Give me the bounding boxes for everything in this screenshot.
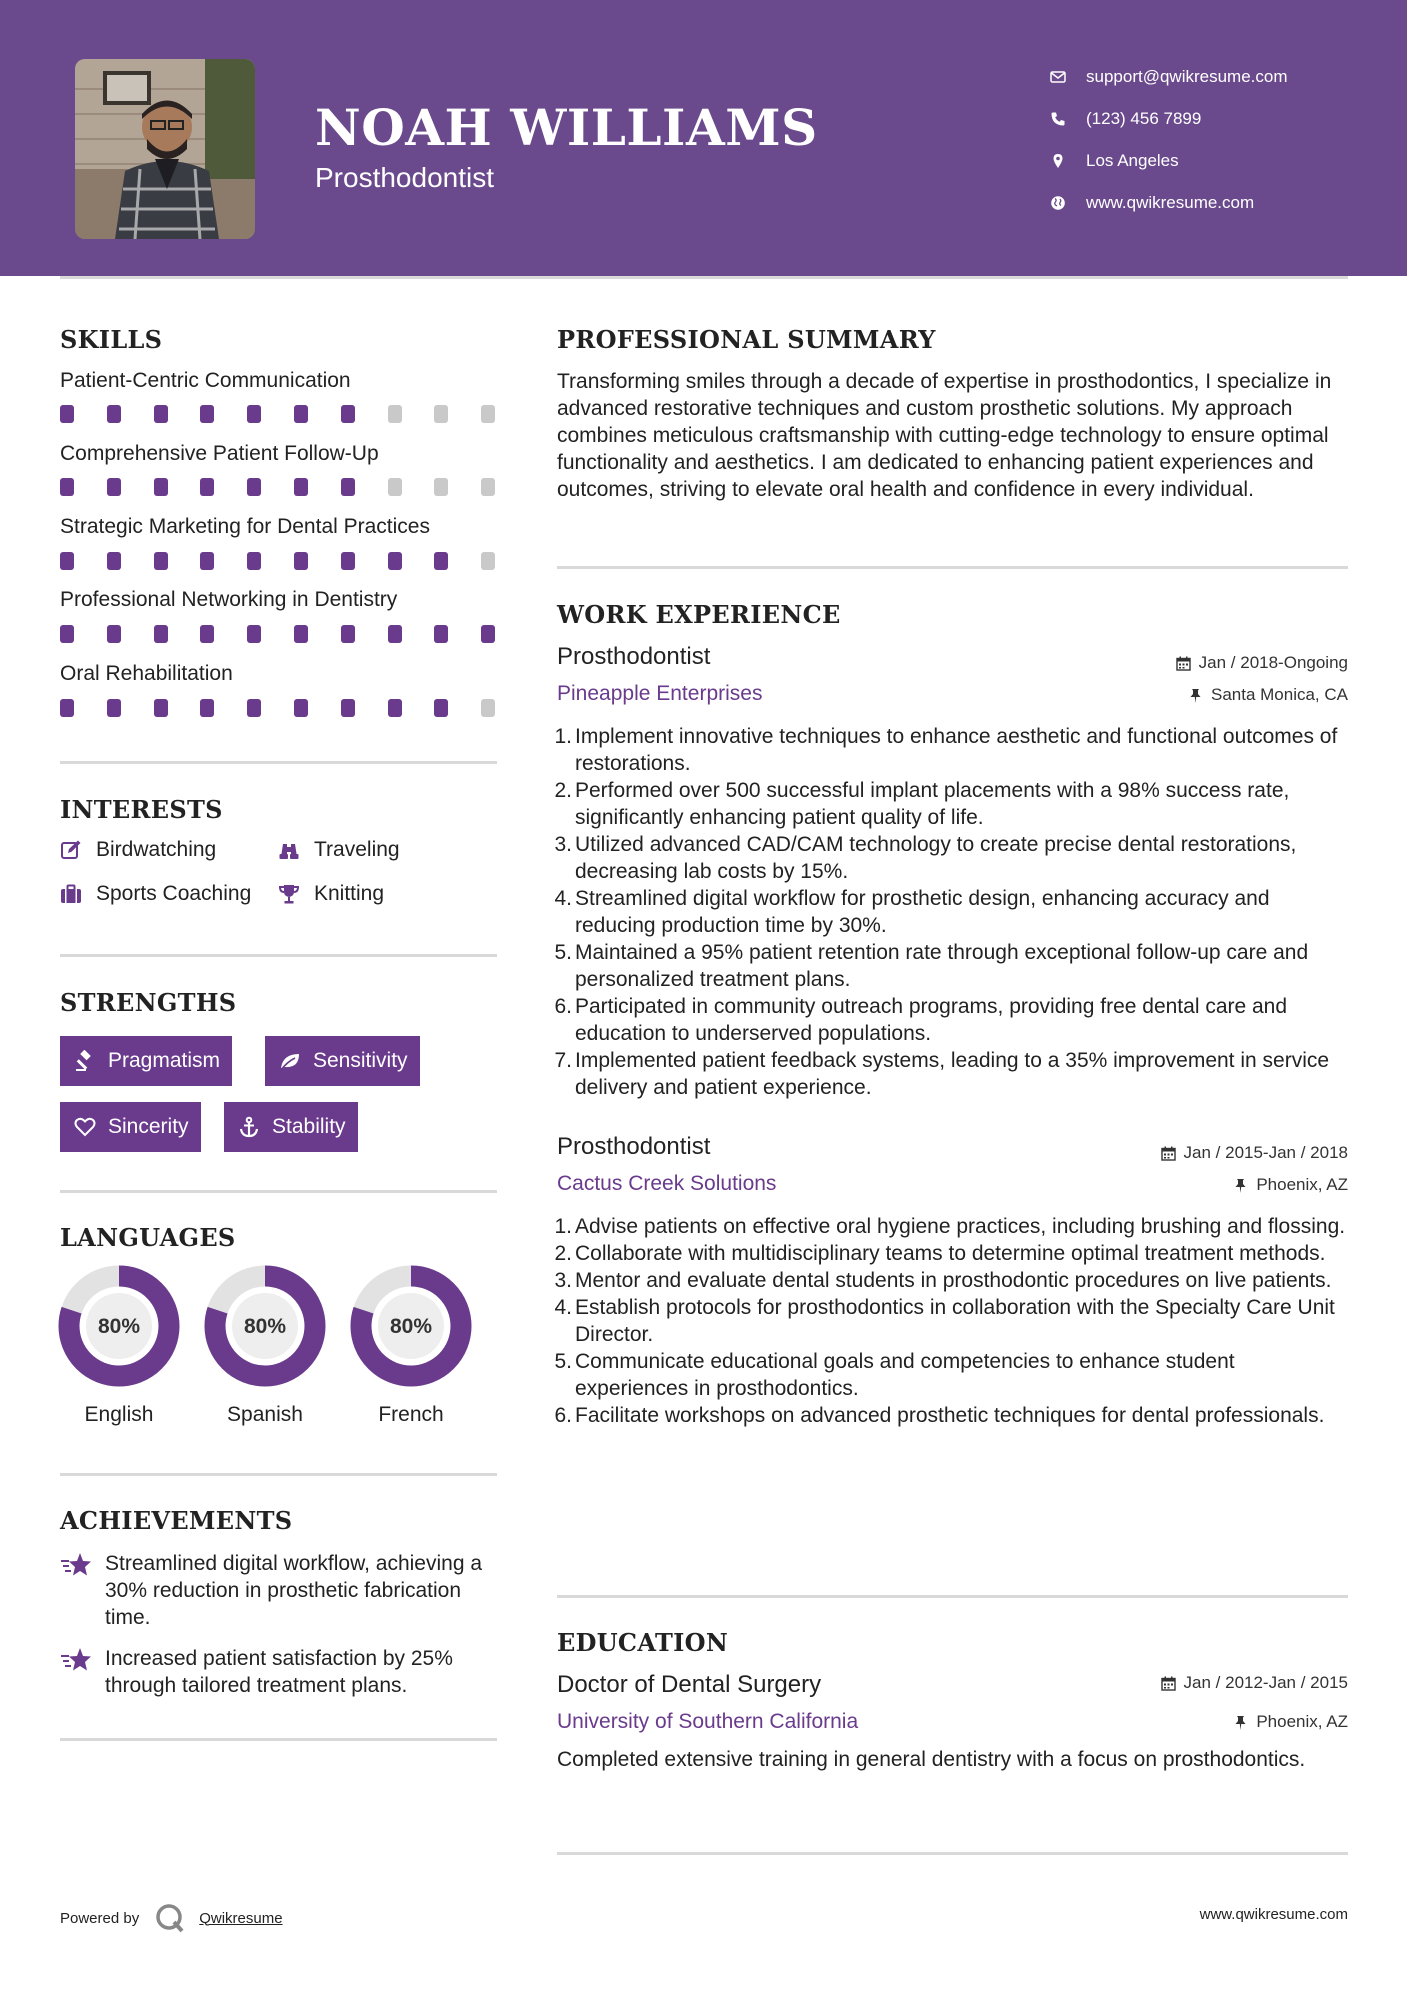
- section-divider: [60, 1190, 497, 1193]
- skill-dot-empty: [388, 478, 402, 496]
- skill-dot-filled: [294, 552, 308, 570]
- contact-website[interactable]: [1050, 182, 1288, 224]
- skill-dot-filled: [107, 699, 121, 717]
- strength-badge: [60, 1102, 201, 1152]
- job-location-text: Santa Monica, CA: [1210, 685, 1348, 704]
- skill-rating: [60, 625, 497, 643]
- skill-rating: [60, 552, 497, 570]
- skill-dot-filled: [200, 552, 214, 570]
- pushpin-icon: [1233, 1715, 1248, 1730]
- globe-icon: [1050, 195, 1066, 211]
- skill-dot-empty: [481, 478, 495, 496]
- education-location-text: Phoenix, AZ: [1256, 1712, 1348, 1731]
- strength-label: Pragmatism: [108, 1049, 221, 1072]
- skill-rating: [60, 699, 497, 717]
- skill-dot-filled: [294, 699, 308, 717]
- profile-photo: [75, 59, 255, 239]
- skill-dot-filled: [107, 405, 121, 423]
- powered-by-brand-link[interactable]: Qwikresume: [199, 1909, 283, 1927]
- star-icon: [60, 1552, 92, 1578]
- skill-dot-filled: [294, 478, 308, 496]
- job-bullet: 2. Performed over 500 successful implant placements with a 98% success rate, significantly enhancing patient quality of life.: [554, 779, 1290, 829]
- skill-dot-filled: [434, 625, 448, 643]
- gavel-icon: [74, 1050, 96, 1072]
- strength-label: Sensitivity: [313, 1049, 408, 1072]
- job-bullet: 6. Participated in community outreach programs, providing free dental care and education to underserved populations.: [554, 995, 1288, 1045]
- interest-label: Traveling: [314, 838, 400, 861]
- suitcase-icon: [60, 883, 82, 905]
- job-bullet: 7. Implemented patient feedback systems, leading to a 35% improvement in service delivery and patient experience.: [554, 1049, 1330, 1099]
- binoculars-icon: [278, 839, 300, 861]
- education-dates-text: Jan / 2012-Jan / 2015: [1183, 1673, 1348, 1692]
- experience-heading: WORK EXPERIENCE: [557, 600, 841, 629]
- education-degree: Doctor of Dental Surgery: [557, 1671, 822, 1698]
- job-location-text: Phoenix, AZ: [1256, 1175, 1348, 1194]
- job-bullet: 1. Advise patients on effective oral hygiene practices, including brushing and flossing.: [554, 1215, 1346, 1238]
- summary-heading: PROFESSIONAL SUMMARY: [557, 325, 936, 354]
- anchor-icon: [238, 1116, 260, 1138]
- contact-location: [1050, 140, 1288, 182]
- skill-dot-filled: [247, 552, 261, 570]
- skill-dot-filled: [294, 405, 308, 423]
- job-bullet: 4. Establish protocols for prosthodontics in collaboration with the Specialty Care Unit Director.: [554, 1296, 1335, 1346]
- calendar-icon: [1176, 656, 1191, 671]
- language-item: [204, 1265, 326, 1427]
- achievement-item: [60, 1550, 500, 1631]
- job-bullet: 2. Collaborate with multidisciplinary teams to determine optimal treatment methods.: [554, 1242, 1326, 1265]
- footer-website-link[interactable]: www.qwikresume.com: [1199, 1906, 1348, 1923]
- language-item: [350, 1265, 472, 1427]
- job-dates-text: Jan / 2018-Ongoing: [1198, 653, 1348, 672]
- contact-email-text: support@qwikresume.com: [1086, 67, 1288, 86]
- language-percent: 80%: [243, 1315, 287, 1338]
- skill-dot-filled: [247, 405, 261, 423]
- job-title: Prosthodontist: [557, 643, 711, 670]
- skill-dot-filled: [388, 552, 402, 570]
- contact-location-text: Los Angeles: [1086, 151, 1179, 170]
- contact-website-text: www.qwikresume.com: [1086, 193, 1255, 212]
- education-location: [1233, 1712, 1348, 1732]
- skill-dot-empty: [388, 405, 402, 423]
- qwikresume-logo-icon: [155, 1903, 185, 1933]
- map-pin-icon: [1050, 153, 1066, 169]
- interest-label: Birdwatching: [96, 838, 217, 861]
- achievements-heading: ACHIEVEMENTS: [60, 1506, 293, 1535]
- skill-dot-filled: [154, 552, 168, 570]
- job-dates: [1176, 653, 1348, 673]
- contact-phone[interactable]: [1050, 98, 1288, 140]
- contact-list: [1050, 56, 1288, 224]
- envelope-icon: [1050, 69, 1066, 85]
- skill-dot-filled: [434, 552, 448, 570]
- skill-dot-filled: [200, 405, 214, 423]
- skill-dot-filled: [388, 625, 402, 643]
- skill-dot-filled: [60, 699, 74, 717]
- language-ring: [350, 1265, 472, 1387]
- skill-dot-filled: [247, 625, 261, 643]
- interest-label: Knitting: [314, 882, 385, 905]
- contact-email[interactable]: [1050, 56, 1288, 98]
- contact-phone-text: (123) 456 7899: [1086, 109, 1202, 128]
- job-company: Cactus Creek Solutions: [557, 1172, 777, 1195]
- calendar-icon: [1161, 1146, 1176, 1161]
- job-location: [1233, 1175, 1348, 1195]
- skill-dot-empty: [481, 405, 495, 423]
- section-divider: [557, 1852, 1348, 1855]
- skill-dot-filled: [107, 478, 121, 496]
- skill-rating: [60, 405, 497, 423]
- interest-item: [278, 838, 400, 862]
- section-divider: [60, 1473, 497, 1476]
- section-divider: [557, 566, 1348, 569]
- skill-dot-filled: [434, 699, 448, 717]
- strength-badge: [224, 1102, 358, 1152]
- skill-dot-filled: [60, 478, 74, 496]
- education-school: University of Southern California: [557, 1710, 859, 1733]
- job-bullet: 3. Utilized advanced CAD/CAM technology to create precise dental restorations, decreasing lab costs by 15%.: [554, 833, 1297, 883]
- job-bullet: 3. Mentor and evaluate dental students in prosthodontic procedures on live patients.: [554, 1269, 1332, 1292]
- skill-name: Professional Networking in Dentistry: [60, 588, 398, 611]
- education-description: Completed extensive training in general dentistry with a focus on prosthodontics.: [557, 1748, 1306, 1771]
- skill-dot-filled: [60, 405, 74, 423]
- language-ring: [204, 1265, 326, 1387]
- skill-dot-empty: [434, 405, 448, 423]
- skill-dot-empty: [434, 478, 448, 496]
- star-icon: [60, 1647, 92, 1673]
- heart-icon: [74, 1116, 96, 1138]
- skill-dot-filled: [60, 552, 74, 570]
- skill-dot-empty: [481, 552, 495, 570]
- skill-dot-filled: [341, 478, 355, 496]
- pushpin-icon: [1233, 1178, 1248, 1193]
- language-item: [58, 1265, 180, 1427]
- leaf-icon: [279, 1050, 301, 1072]
- job-dates: [1161, 1143, 1348, 1163]
- skill-dot-filled: [341, 699, 355, 717]
- skill-dot-filled: [107, 552, 121, 570]
- job-location: [1188, 685, 1348, 705]
- skill-rating: [60, 478, 497, 496]
- skill-dot-filled: [341, 405, 355, 423]
- skill-dot-filled: [154, 699, 168, 717]
- skill-dot-filled: [247, 699, 261, 717]
- job-bullet: 5. Communicate educational goals and competencies to enhance student experiences in prosthodontics.: [554, 1350, 1235, 1400]
- section-divider: [557, 1595, 1348, 1598]
- skill-name: Patient-Centric Communication: [60, 369, 351, 392]
- calendar-icon: [1161, 1676, 1176, 1691]
- language-name: Spanish: [227, 1403, 303, 1426]
- language-percent: 80%: [97, 1315, 141, 1338]
- skill-dot-filled: [200, 625, 214, 643]
- achievement-text: Streamlined digital workflow, achieving a 30% reduction in prosthetic fabrication time.: [105, 1552, 483, 1629]
- achievement-item: [60, 1645, 500, 1699]
- skill-dot-filled: [200, 699, 214, 717]
- candidate-title: Prosthodontist: [315, 162, 494, 193]
- edit-icon: [60, 839, 82, 861]
- strength-label: Sincerity: [108, 1115, 189, 1138]
- profile-photo-image: [75, 59, 255, 239]
- powered-by: [60, 1903, 283, 1933]
- skill-name: Comprehensive Patient Follow-Up: [60, 442, 379, 465]
- section-divider: [60, 954, 497, 957]
- skill-dot-filled: [60, 625, 74, 643]
- job-bullet: 1. Implement innovative techniques to enhance aesthetic and functional outcomes of restorations.: [554, 725, 1338, 775]
- education-heading: EDUCATION: [557, 1628, 729, 1657]
- job-dates-text: Jan / 2015-Jan / 2018: [1183, 1143, 1348, 1162]
- skill-dot-filled: [294, 625, 308, 643]
- skill-dot-filled: [341, 625, 355, 643]
- skill-dot-empty: [481, 699, 495, 717]
- job-company: Pineapple Enterprises: [557, 682, 763, 705]
- phone-icon: [1050, 111, 1066, 127]
- skill-dot-filled: [154, 625, 168, 643]
- skill-dot-filled: [200, 478, 214, 496]
- job-bullets: [552, 723, 1348, 1101]
- achievement-text: Increased patient satisfaction by 25% through tailored treatment plans.: [105, 1647, 453, 1697]
- header-divider: [60, 276, 1348, 279]
- skill-name: Strategic Marketing for Dental Practices: [60, 515, 430, 538]
- skill-dot-filled: [388, 699, 402, 717]
- powered-by-label: Powered by: [60, 1909, 140, 1927]
- skill-dot-filled: [154, 478, 168, 496]
- trophy-icon: [278, 883, 300, 905]
- strengths-heading: STRENGTHS: [60, 988, 237, 1017]
- candidate-name: NOAH WILLIAMS: [315, 98, 818, 157]
- skill-dot-filled: [341, 552, 355, 570]
- job-bullet: 5. Maintained a 95% patient retention rate through exceptional follow-up care and personalized treatment plans.: [554, 941, 1309, 991]
- job-bullet: 4. Streamlined digital workflow for prosthetic design, enhancing accuracy and reducing production time by 30%.: [554, 887, 1270, 937]
- interest-item: [60, 882, 251, 906]
- language-percent: 80%: [389, 1315, 433, 1338]
- skill-dot-filled: [107, 625, 121, 643]
- strength-badge: [60, 1036, 232, 1086]
- skill-dot-filled: [481, 625, 495, 643]
- resume-header: [0, 0, 1407, 276]
- job-title: Prosthodontist: [557, 1133, 711, 1160]
- skills-heading: SKILLS: [60, 325, 163, 354]
- interest-item: [60, 838, 216, 862]
- pushpin-icon: [1188, 688, 1203, 703]
- job-bullet: 6. Facilitate workshops on advanced prosthetic techniques for dental professionals.: [554, 1404, 1325, 1427]
- section-divider: [60, 761, 497, 764]
- job-bullets: [552, 1213, 1348, 1429]
- interests-heading: INTERESTS: [60, 795, 223, 824]
- skill-dot-filled: [247, 478, 261, 496]
- skill-dot-filled: [154, 405, 168, 423]
- education-dates: [1161, 1673, 1348, 1693]
- section-divider: [60, 1738, 497, 1741]
- languages-heading: LANGUAGES: [60, 1223, 236, 1252]
- language-name: English: [84, 1403, 154, 1426]
- summary-text: Transforming smiles through a decade of expertise in prosthodontics, I specialize in advanced restorative techniques and custom prosthetic solutions. My approach combines meticulous craftsmanship with cutting-edge technology to ensure optimal functionality and aesthetics. I am dedicated to enhancing patient experiences and outcomes, striving to elevate oral health and confidence in every individual.: [557, 370, 1332, 501]
- strength-badge: [265, 1036, 420, 1086]
- strength-label: Stability: [272, 1115, 346, 1138]
- skill-name: Oral Rehabilitation: [60, 662, 233, 685]
- language-ring: [58, 1265, 180, 1387]
- interest-item: [278, 882, 384, 906]
- interest-label: Sports Coaching: [96, 882, 252, 905]
- language-name: French: [378, 1403, 444, 1426]
